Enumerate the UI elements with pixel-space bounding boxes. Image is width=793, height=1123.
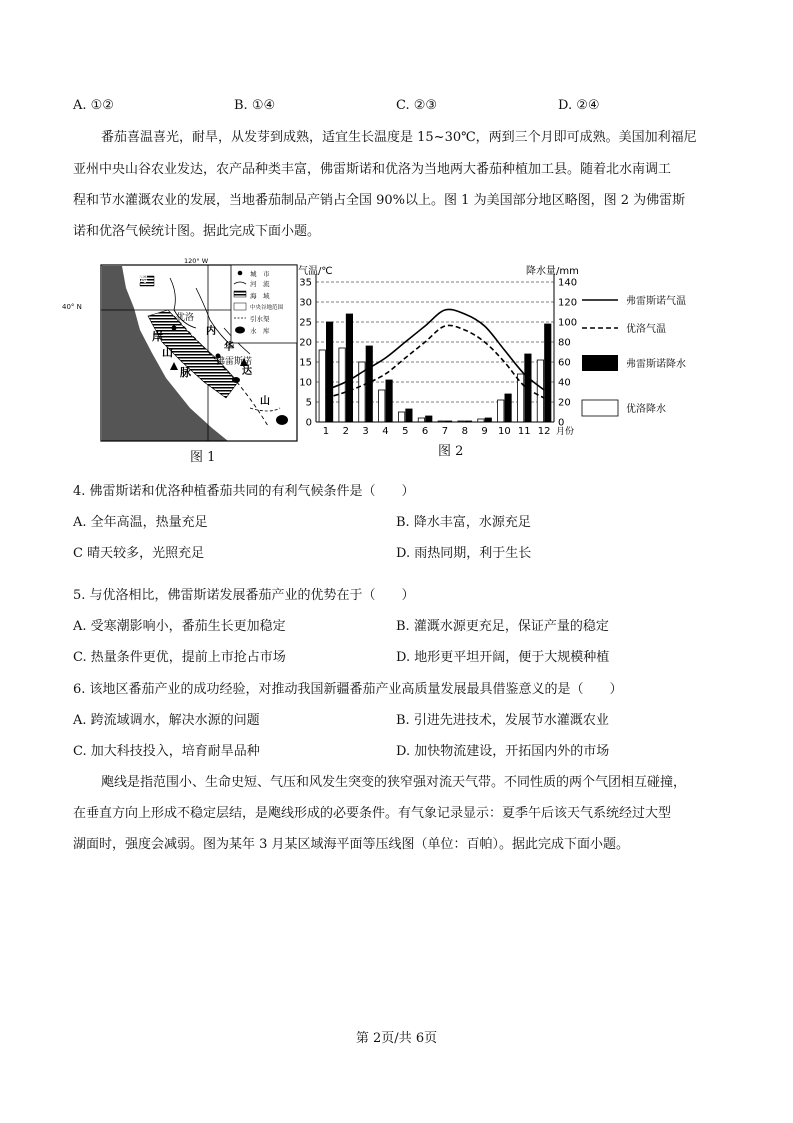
bar-youluo-precip (517, 374, 523, 422)
bar-youluo-precip (379, 390, 385, 422)
map-label-inner: 内 (206, 326, 216, 337)
bar-youluo-precip (418, 418, 424, 422)
x-tick-label: 4 (382, 426, 389, 437)
right-tick-label: 0 (558, 417, 565, 429)
bar-youluo-precip (537, 360, 543, 422)
question-4-stem: 4. 佛雷斯诺和优洛种植番茄共同的有利气候条件是（ ） (73, 484, 415, 499)
left-tick-label: 15 (299, 357, 312, 369)
left-tick-label: 30 (299, 297, 312, 309)
latitude-label: 40° N (62, 303, 82, 311)
q4-option-a: A. 全年高温，热量充足 (73, 515, 208, 530)
option-d: D. ②④ (558, 98, 600, 113)
left-tick-label: 25 (299, 317, 312, 329)
page-footer: 第 2页/共 6页 (355, 1031, 438, 1046)
legend-label: 海 域 (250, 292, 270, 300)
legend-label: 弗雷斯诺气温 (626, 296, 686, 307)
x-tick-label: 6 (421, 426, 429, 437)
q4-option-c: C 晴天较多，光照充足 (73, 546, 205, 561)
x-tick-label: 2 (342, 426, 349, 437)
right-tick-label: 20 (558, 397, 571, 409)
legend-reservoir-symbol (235, 327, 245, 334)
city-youluo (172, 326, 177, 331)
q5-option-c: C. 热量条件更优，提前上市抢占市场 (73, 650, 286, 665)
question-5-stem: 5. 与优洛相比，佛雷斯诺发展番茄产业的优势在于（ ） (73, 588, 415, 603)
longitude-label: 120° W (184, 258, 209, 265)
legend-label: 弗雷斯诺降水 (626, 359, 686, 370)
x-tick-label: 11 (517, 426, 531, 437)
reservoir (276, 415, 288, 425)
passage1-line: 番茄喜温喜光，耐旱，从发芽到成熟，适宜生长温度是 15~30℃，两到三个月即可成熟。美国加利福尼 (101, 130, 697, 145)
legend-fresno-precip-swatch (582, 355, 618, 371)
legend-label: 水 库 (250, 327, 270, 335)
bar-fresno-precip (426, 416, 432, 422)
q5-option-a: A. 受寒潮影响小，番茄生长更加稳定 (73, 619, 286, 634)
right-tick-label: 120 (558, 297, 578, 309)
x-tick-label: 8 (461, 426, 468, 437)
q5-option-d: D. 地形更平坦开阔，便于大规模种植 (396, 650, 610, 665)
map-label-coast: 山 (162, 346, 173, 359)
left-axis-title: 气温/℃ (298, 266, 333, 277)
legend-label: 城 市 (250, 270, 270, 278)
q4-option-b: B. 降水丰富，水源充足 (396, 515, 531, 530)
legend-label: 优洛降水 (626, 404, 666, 415)
bar-fresno-precip (386, 380, 392, 422)
bar-fresno-precip (545, 324, 551, 422)
map-label-fresno: 佛雷斯诺 (216, 357, 253, 367)
legend-label: 中央谷地范围 (250, 305, 284, 311)
left-tick-label: 10 (299, 377, 312, 389)
right-tick-label: 80 (558, 337, 571, 349)
figure1-caption: 图 1 (190, 450, 216, 465)
x-tick-label: 7 (441, 426, 449, 437)
option-c: C. ②③ (396, 98, 438, 113)
left-tick-label: 20 (299, 337, 312, 349)
passage2-line: 湖面时，强度会减弱。图为某年 3 月某区域海平面等压线图（单位：百帕）。据此完成下面小题。 (73, 837, 630, 852)
option-a: A. ①② (73, 98, 114, 113)
us-region-map (100, 258, 298, 443)
legend-city-symbol (238, 271, 243, 276)
right-tick-label: 40 (558, 377, 571, 389)
q6-option-a: A. 跨流域调水，解决水源的问题 (73, 713, 260, 728)
q6-option-d: D. 加快物流建设，开拓国内外的市场 (396, 744, 610, 759)
x-tick-label: 9 (481, 426, 488, 437)
legend-youluo-precip-swatch (582, 400, 618, 416)
passage1-line: 程和节水灌溉农业的发展，当地番茄制品产销占全国 90%以上。图 1 为美国部分地区略图，图 2 为佛雷斯 (73, 193, 686, 208)
map-label-coast: 脉 (180, 366, 191, 379)
reservoir (232, 377, 240, 383)
aqueduct (250, 408, 280, 411)
passage2-line: 在垂直方向上形成不稳定层结，是飑线形成的必要条件。有气象记录显示：夏季午后该天气系统经过大型 (73, 806, 672, 821)
passage1-line: 亚州中央山谷农业发达，农产品种类丰富，佛雷斯诺和优洛为当地两大番茄种植加工县。随着北水南调工 (73, 162, 672, 177)
q6-option-b: B. 引进先进技术，发展节水灌溉农业 (396, 713, 609, 728)
x-tick-label: 10 (498, 426, 511, 437)
right-tick-label: 60 (558, 357, 571, 369)
legend-sea-symbol (234, 291, 246, 297)
q6-option-c: C. 加大科技投入，培育耐旱品种 (73, 744, 260, 759)
map-label-sea: 海 (138, 274, 148, 285)
mountain-symbol (170, 362, 178, 370)
map-label-da: 达 (242, 366, 252, 377)
right-tick-label: 140 (558, 277, 578, 289)
left-tick-label: 0 (305, 417, 312, 429)
left-tick-label: 5 (305, 397, 312, 409)
x-tick-label: 3 (362, 426, 369, 437)
x-tick-label: 12 (537, 426, 551, 437)
bar-youluo-precip (319, 350, 325, 422)
bar-fresno-precip (406, 409, 412, 422)
left-tick-label: 35 (299, 277, 312, 289)
map-label-youluo: 优洛 (176, 313, 195, 323)
legend-label: 河 流 (250, 280, 270, 288)
x-tick-label: 1 (322, 426, 330, 437)
x-tick-label: 5 (402, 426, 409, 437)
q4-option-d: D. 雨热同期，利于生长 (396, 546, 532, 561)
bar-youluo-precip (498, 400, 504, 422)
legend-label: 引水渠 (250, 315, 270, 323)
map-label-coast: 岸 (152, 330, 163, 343)
bar-fresno-precip (485, 418, 491, 422)
bar-fresno-precip (326, 322, 332, 422)
river (196, 288, 234, 348)
bar-fresno-precip (346, 314, 352, 422)
climate-chart (296, 262, 716, 440)
figure2-caption: 图 2 (438, 444, 464, 459)
passage2-line: 飑线是指范围小、生命史短、气压和风发生突变的狭窄强对流天气带。不同性质的两个气团相互碰撞， (101, 775, 687, 790)
bar-youluo-precip (398, 412, 404, 422)
legend-label: 优洛气温 (626, 324, 666, 335)
map-label-mountain: 山 (260, 396, 270, 407)
right-axis-title: 降水量/mm (526, 266, 579, 277)
bar-fresno-precip (505, 394, 511, 422)
question-6-stem: 6. 该地区番茄产业的成功经验，对推动我国新疆番茄产业高质量发展最具借鉴意义的是（ ） (73, 682, 623, 697)
map-label-hua: 华 (224, 342, 234, 353)
option-b: B. ①④ (234, 98, 276, 113)
passage1-line: 诺和优洛气候统计图。据此完成下面小题。 (73, 224, 321, 239)
right-tick-label: 100 (558, 317, 578, 329)
q5-option-b: B. 灌溉水源更充足，保证产量的稳定 (396, 619, 609, 634)
x-axis-title: 月份 (556, 427, 575, 437)
